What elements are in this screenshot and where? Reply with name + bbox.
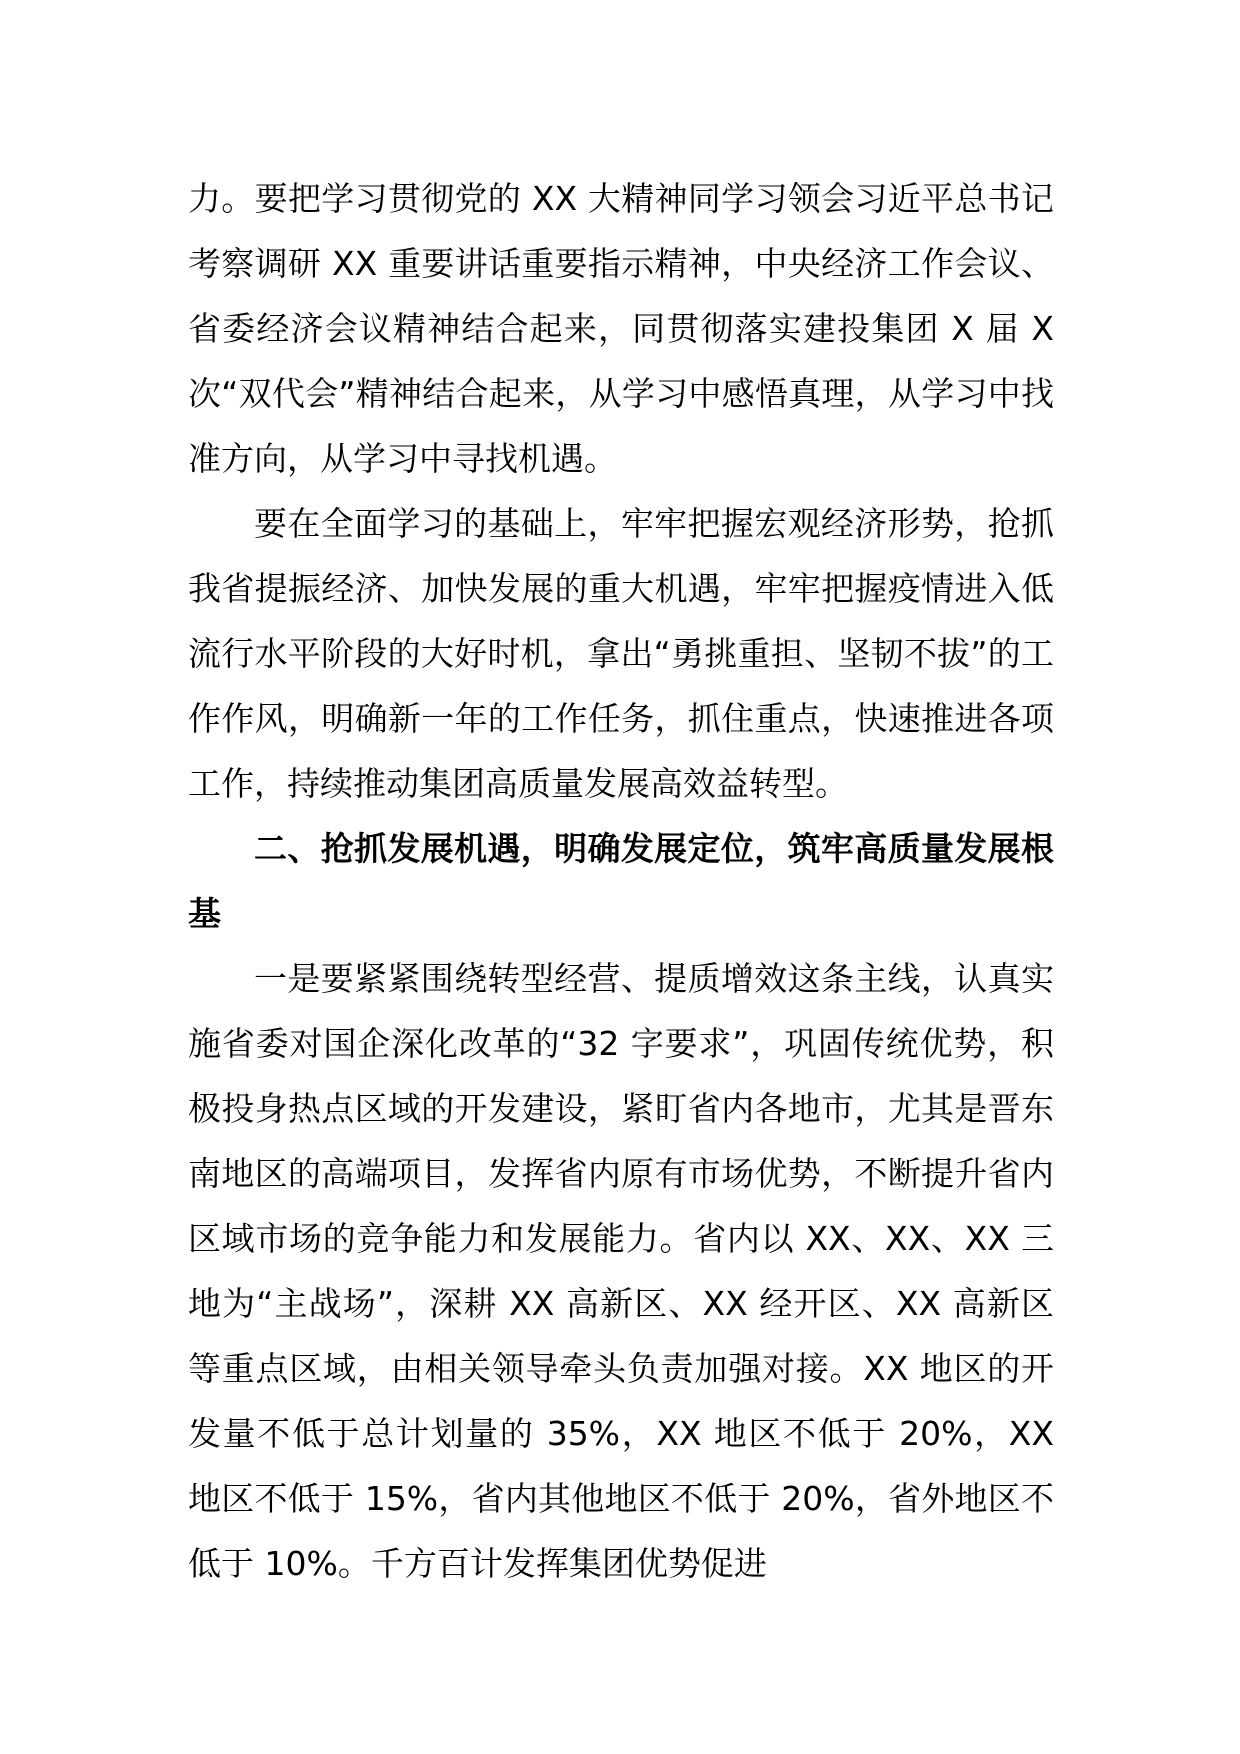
paragraph-2: 要在全面学习的基础上，牢牢把握宏观经济形势，抢抓我省提振经济、加快发展的重大机遇，牢牢把握疫情进入低流行水平阶段的大好时机，拿出“勇挑重担、坚韧不拔”的工作作风，明确新一年的工作任务，抓住重点，快速推进各项工作，持续推动集团高质量发展高效益转型。 <box>188 504 1054 803</box>
paragraph-3: 一是要紧紧围绕转型经营、提质增效这条主线，认真实施省委对国企深化改革的“32 字要求”，巩固传统优势，积极投身热点区域的开发建设，紧盯省内各地市，尤其是晋东南地区的高端项目，发挥省内原有市场优势，不断提升省内区域市场的竞争能力和发展能力。省内以 XX、XX、XX 三地为“主战场”，深耕 XX 高新区、XX 经开区、XX 高新区等重点区域，由相关领导牵头负责加强对接。XX 地区的开发量不低于总计划量的 35%，XX 地区不低于 20%，XX 地区不低于 15%，省内其他地区不低于 20%，省外地区不低于 10%。千方百计发挥集团优势促进 <box>188 959 1054 1583</box>
document-page <box>188 166 1054 1596</box>
paragraph-1: 力。要把学习贯彻党的 XX 大精神同学习领会习近平总书记考察调研 XX 重要讲话重要指示精神，中央经济工作会议、省委经济会议精神结合起来，同贯彻落实建投集团 X 届 X 次“双代会”精神结合起来，从学习中感悟真理，从学习中找准方向，从学习中寻找机遇。 <box>188 179 1054 478</box>
section-heading: 二、抢抓发展机遇，明确发展定位，筑牢高质量发展根基 <box>188 829 1054 933</box>
